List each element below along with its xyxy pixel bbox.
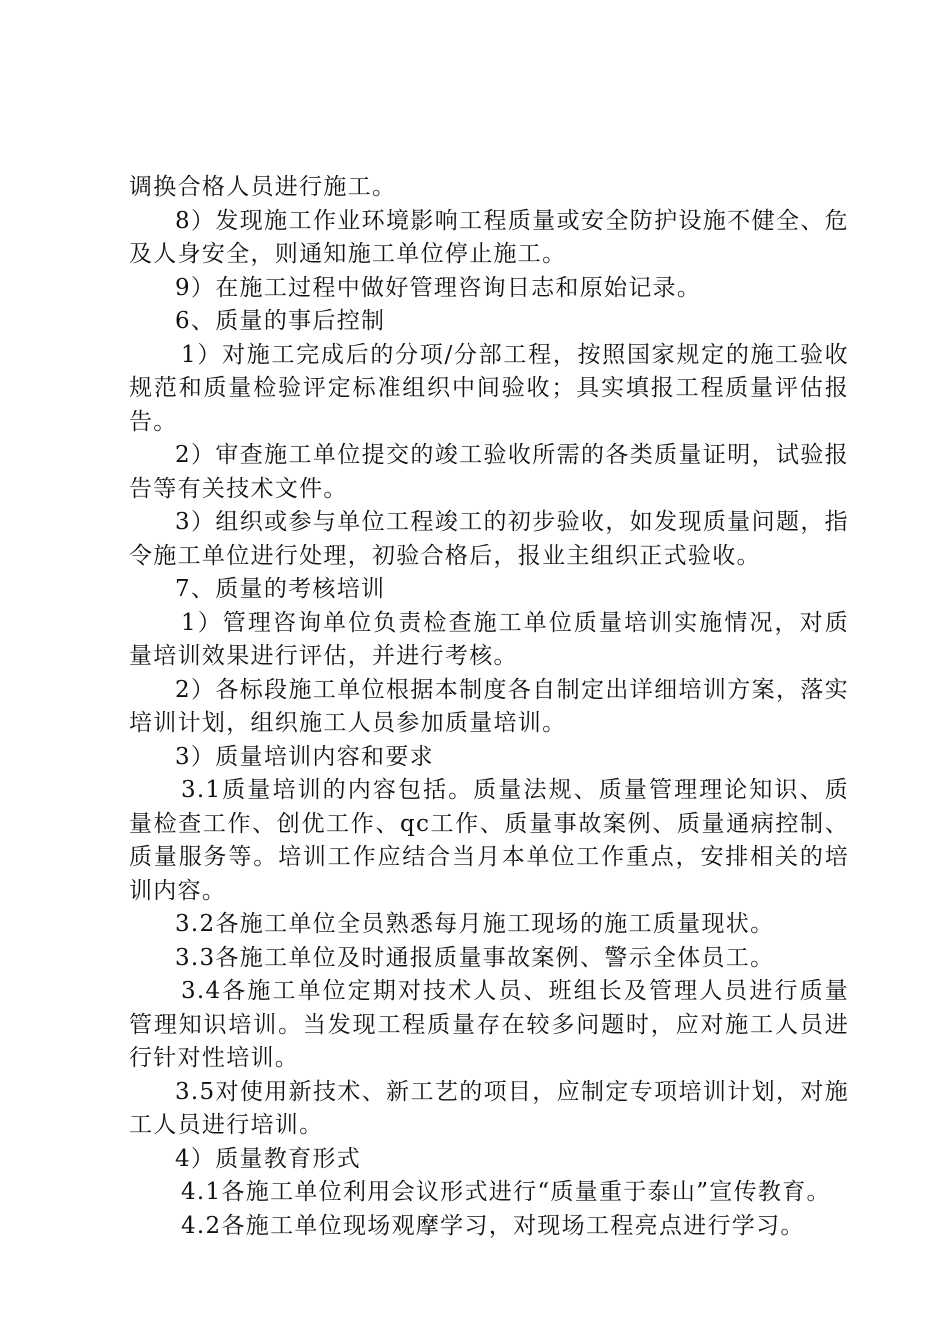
paragraph: 调换合格人员进行施工。 <box>129 174 397 200</box>
paragraph: 3）组织或参与单位工程竣工的初步验收，如发现质量问题，指令施工单位进行处理，初验合格后，报业主组织正式验收。 <box>129 509 849 569</box>
section-heading: 7、质量的考核培训 <box>175 576 386 602</box>
paragraph: 8）发现施工作业环境影响工程质量或安全防护设施不健全、危及人身安全，则通知施工单位停止施工。 <box>129 207 849 267</box>
paragraph: 3.1质量培训的内容包括。质量法规、质量管理理论知识、质量检查工作、创优工作、qc工作、质量事故案例、质量通病控制、质量服务等。培训工作应结合当月本单位工作重点，安排相关的培训内容。 <box>129 777 849 904</box>
subsection-heading: 3）质量培训内容和要求 <box>175 743 434 770</box>
paragraph: 3.3各施工单位及时通报质量事故案例、警示全体员工。 <box>175 944 775 971</box>
paragraph: 9）在施工过程中做好管理咨询日志和原始记录。 <box>175 274 702 301</box>
paragraph: 2）审查施工单位提交的竣工验收所需的各类质量证明，试验报告等有关技术文件。 <box>129 442 849 502</box>
paragraph: 4.2各施工单位现场观摩学习，对现场工程亮点进行学习。 <box>181 1212 805 1239</box>
paragraph: 1）对施工完成后的分项/分部工程，按照国家规定的施工验收规范和质量检验评定标准组织中间验收；具实填报工程质量评估报告。 <box>129 341 849 435</box>
paragraph: 3.4各施工单位定期对技术人员、班组长及管理人员进行质量管理知识培训。当发现工程质量存在较多问题时，应对施工人员进行针对性培训。 <box>129 978 849 1071</box>
subsection-heading: 4）质量教育形式 <box>175 1145 362 1172</box>
section-heading: 6、质量的事后控制 <box>175 308 386 334</box>
paragraph: 4.1各施工单位利用会议形式进行“质量重于泰山”宣传教育。 <box>181 1179 831 1205</box>
paragraph: 2）各标段施工单位根据本制度各自制定出详细培训方案，落实培训计划，组织施工人员参加质量培训。 <box>129 676 849 736</box>
document-body <box>129 171 849 1243</box>
paragraph: 3.2各施工单位全员熟悉每月施工现场的施工质量现状。 <box>175 911 775 937</box>
paragraph: 3.5对使用新技术、新工艺的项目，应制定专项培训计划，对施工人员进行培训。 <box>129 1078 849 1138</box>
paragraph: 1）管理咨询单位负责检查施工单位质量培训实施情况，对质量培训效果进行评估，并进行考核。 <box>129 609 849 669</box>
